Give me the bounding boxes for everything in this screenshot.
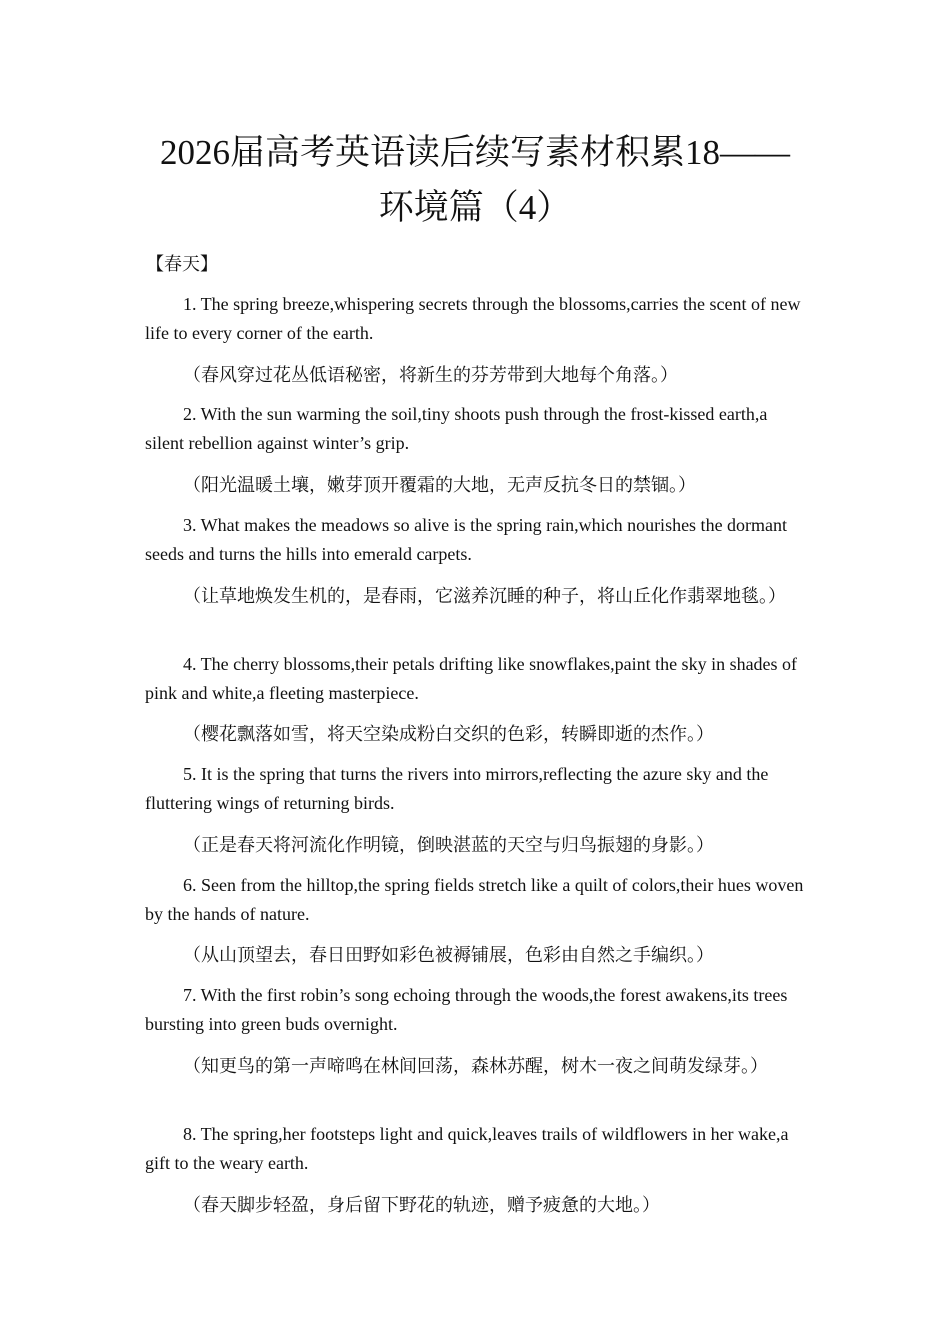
sentence-cn-8: （春天脚步轻盈，身后留下野花的轨迹，赠予疲惫的大地。） (183, 1195, 660, 1215)
section-heading-spring: 【春天】 (146, 254, 218, 274)
sentence-en-3: 3. What makes the meadows so alive is the spring rain,which nourishes the dormant seeds and turns the hills into emerald carpets. (145, 515, 788, 564)
sentence-cn-2: （阳光温暖土壤，嫩芽顶开覆霜的大地，无声反抗冬日的禁锢。） (183, 475, 696, 495)
sentence-en-6: 6. Seen from the hilltop,the spring fields stretch like a quilt of colors,their hues woven by the hands of nature. (145, 875, 804, 924)
sentence-en-8: 8. The spring,her footsteps light and quick,leaves trails of wildflowers in her wake,a gift to the weary earth. (145, 1124, 789, 1173)
sentence-cn-6: （从山顶望去，春日田野如彩色被褥铺展，色彩由自然之手编织。） (183, 945, 714, 965)
document-title-line-1: 2026届高考英语读后续写素材积累18—— (159, 133, 790, 172)
sentence-cn-3: （让草地焕发生机的，是春雨，它滋养沉睡的种子，将山丘化作翡翠地毯。） (183, 586, 786, 606)
sentence-en-1: 1. The spring breeze,whispering secrets through the blossoms,carries the scent of new life to every corner of the earth. (145, 294, 801, 343)
sentence-en-7: 7. With the first robin’s song echoing through the woods,the forest awakens,its trees bursting into green buds overnight. (145, 985, 788, 1034)
sentence-cn-1: （春风穿过花丛低语秘密，将新生的芬芳带到大地每个角落。） (183, 365, 678, 385)
sentence-en-4: 4. The cherry blossoms,their petals drifting like snowflakes,paint the sky in shades of pink and white,a fleeting masterpiece. (145, 654, 798, 703)
sentence-cn-5: （正是春天将河流化作明镜，倒映湛蓝的天空与归鸟振翅的身影。） (183, 835, 714, 855)
sentence-en-5: 5. It is the spring that turns the rivers into mirrors,reflecting the azure sky and the fluttering wings of returning birds. (145, 764, 769, 813)
sentence-cn-7: （知更鸟的第一声啼鸣在林间回荡，森林苏醒，树木一夜之间萌发绿芽。） (183, 1056, 768, 1076)
document-title-line-2: 环境篇（4） (378, 188, 572, 227)
sentence-cn-4: （樱花飘落如雪，将天空染成粉白交织的色彩，转瞬即逝的杰作。） (183, 724, 714, 744)
sentence-en-2: 2. With the sun warming the soil,tiny shoots push through the frost-kissed earth,a silent rebellion against winter’s grip. (145, 404, 768, 453)
